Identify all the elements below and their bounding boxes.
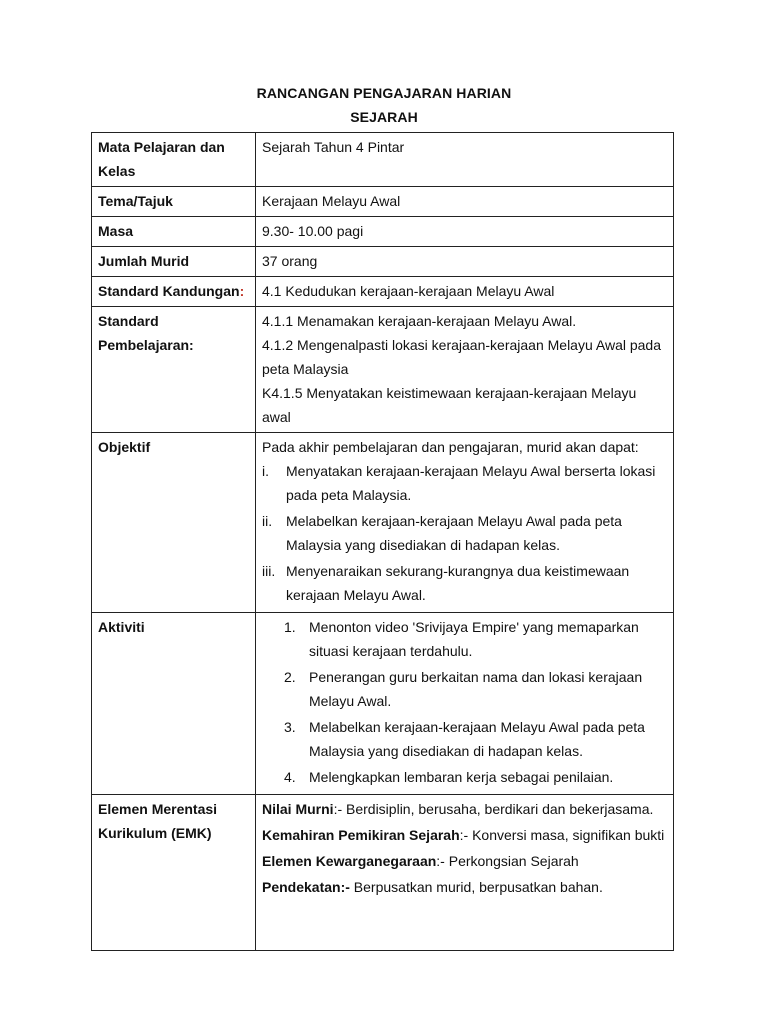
emk-item-pendekatan <box>262 875 667 899</box>
sp-item: 4.1.2 Mengenalpasti lokasi kerajaan-kerajaan Melayu Awal pada peta Malaysia <box>262 337 661 377</box>
list-item <box>262 765 667 789</box>
label-jumlah-murid: Jumlah Murid <box>92 247 256 277</box>
list-item <box>262 615 667 663</box>
label-masa: Masa <box>92 217 256 247</box>
table-row-masa <box>92 217 674 247</box>
document-title: RANCANGAN PENGAJARAN HARIAN <box>256 85 512 101</box>
label-objektif: Objektif <box>92 433 256 613</box>
value-standard-kandungan: 4.1 Kedudukan kerajaan-kerajaan Melayu Awal <box>256 277 674 307</box>
list-marker: 1. <box>284 619 296 635</box>
value-aktiviti <box>256 613 674 795</box>
list-text: Penerangan guru berkaitan nama dan lokasi kerajaan Melayu Awal. <box>309 669 643 709</box>
value-jumlah-murid: 37 orang <box>256 247 674 277</box>
list-item <box>262 509 667 557</box>
list-marker: 4. <box>284 769 296 785</box>
lesson-plan-table <box>91 132 674 951</box>
list-item <box>262 459 667 507</box>
list-item <box>262 559 667 607</box>
emk-text: :- Konversi masa, signifikan bukti <box>459 827 665 843</box>
label-standard-kandungan <box>92 277 256 307</box>
value-tema: Kerajaan Melayu Awal <box>256 187 674 217</box>
list-item <box>262 715 667 763</box>
list-marker: ii. <box>262 513 273 529</box>
label-emk: Elemen Merentasi Kurikulum (EMK) <box>92 795 256 951</box>
label-tema: Tema/Tajuk <box>92 187 256 217</box>
emk-key: Nilai Murni <box>262 801 334 817</box>
label-standard-pembelajaran: Standard Pembelajaran: <box>92 307 256 433</box>
table-row-standard-kandungan <box>92 277 674 307</box>
emk-item-kewarganegaraan <box>262 849 667 873</box>
label-mata-pelajaran: Mata Pelajaran dan Kelas <box>92 133 256 187</box>
list-text: Melabelkan kerajaan-kerajaan Melayu Awal pada peta Malaysia yang disediakan di hadapan kelas. <box>309 719 645 759</box>
value-emk <box>256 795 674 951</box>
aktiviti-list <box>262 615 667 789</box>
list-text: Menyatakan kerajaan-kerajaan Melayu Awal berserta lokasi pada peta Malaysia. <box>286 463 656 503</box>
table-row-aktiviti <box>92 613 674 795</box>
table-row-mata-pelajaran <box>92 133 674 187</box>
emk-item-nilai-murni <box>262 797 667 821</box>
emk-key: Elemen Kewarganegaraan <box>262 853 437 869</box>
list-text: Melengkapkan lembaran kerja sebagai penilaian. <box>309 769 614 785</box>
objektif-intro: Pada akhir pembelajaran dan pengajaran, murid akan dapat: <box>262 439 639 455</box>
value-objektif <box>256 433 674 613</box>
table-row-emk <box>92 795 674 951</box>
emk-text: :- Berdisiplin, berusaha, berdikari dan bekerjasama. <box>333 801 654 817</box>
list-marker: iii. <box>262 563 276 579</box>
value-standard-pembelajaran <box>256 307 674 433</box>
list-marker: i. <box>262 463 269 479</box>
list-marker: 3. <box>284 719 296 735</box>
document-subtitle: SEJARAH <box>350 109 418 125</box>
sp-item: 4.1.1 Menamakan kerajaan-kerajaan Melayu Awal. <box>262 313 577 329</box>
emk-text: Berpusatkan murid, berpusatkan bahan. <box>349 879 603 895</box>
table-row-standard-pembelajaran <box>92 307 674 433</box>
objektif-list <box>262 459 667 607</box>
label-standard-kandungan-text: Standard Kandungan <box>98 283 240 299</box>
list-marker: 2. <box>284 669 296 685</box>
list-text: Melabelkan kerajaan-kerajaan Melayu Awal pada peta Malaysia yang disediakan di hadapan kelas. <box>286 513 622 553</box>
table-row-objektif <box>92 433 674 613</box>
value-masa: 9.30- 10.00 pagi <box>256 217 674 247</box>
value-mata-pelajaran: Sejarah Tahun 4 Pintar <box>256 133 674 187</box>
list-item <box>262 665 667 713</box>
label-standard-kandungan-colon: : <box>239 283 245 299</box>
sp-item: K4.1.5 Menyatakan keistimewaan kerajaan-kerajaan Melayu awal <box>262 385 637 425</box>
label-aktiviti: Aktiviti <box>92 613 256 795</box>
emk-text: :- Perkongsian Sejarah <box>436 853 579 869</box>
emk-key: Kemahiran Pemikiran Sejarah <box>262 827 460 843</box>
emk-item-kemahiran <box>262 823 667 847</box>
list-text: Menonton video 'Srivijaya Empire' yang memaparkan situasi kerajaan terdahulu. <box>309 619 639 659</box>
table-row-jumlah-murid <box>92 247 674 277</box>
table-row-tema <box>92 187 674 217</box>
list-text: Menyenaraikan sekurang-kurangnya dua keistimewaan kerajaan Melayu Awal. <box>286 563 630 603</box>
emk-key: Pendekatan:- <box>262 879 350 895</box>
